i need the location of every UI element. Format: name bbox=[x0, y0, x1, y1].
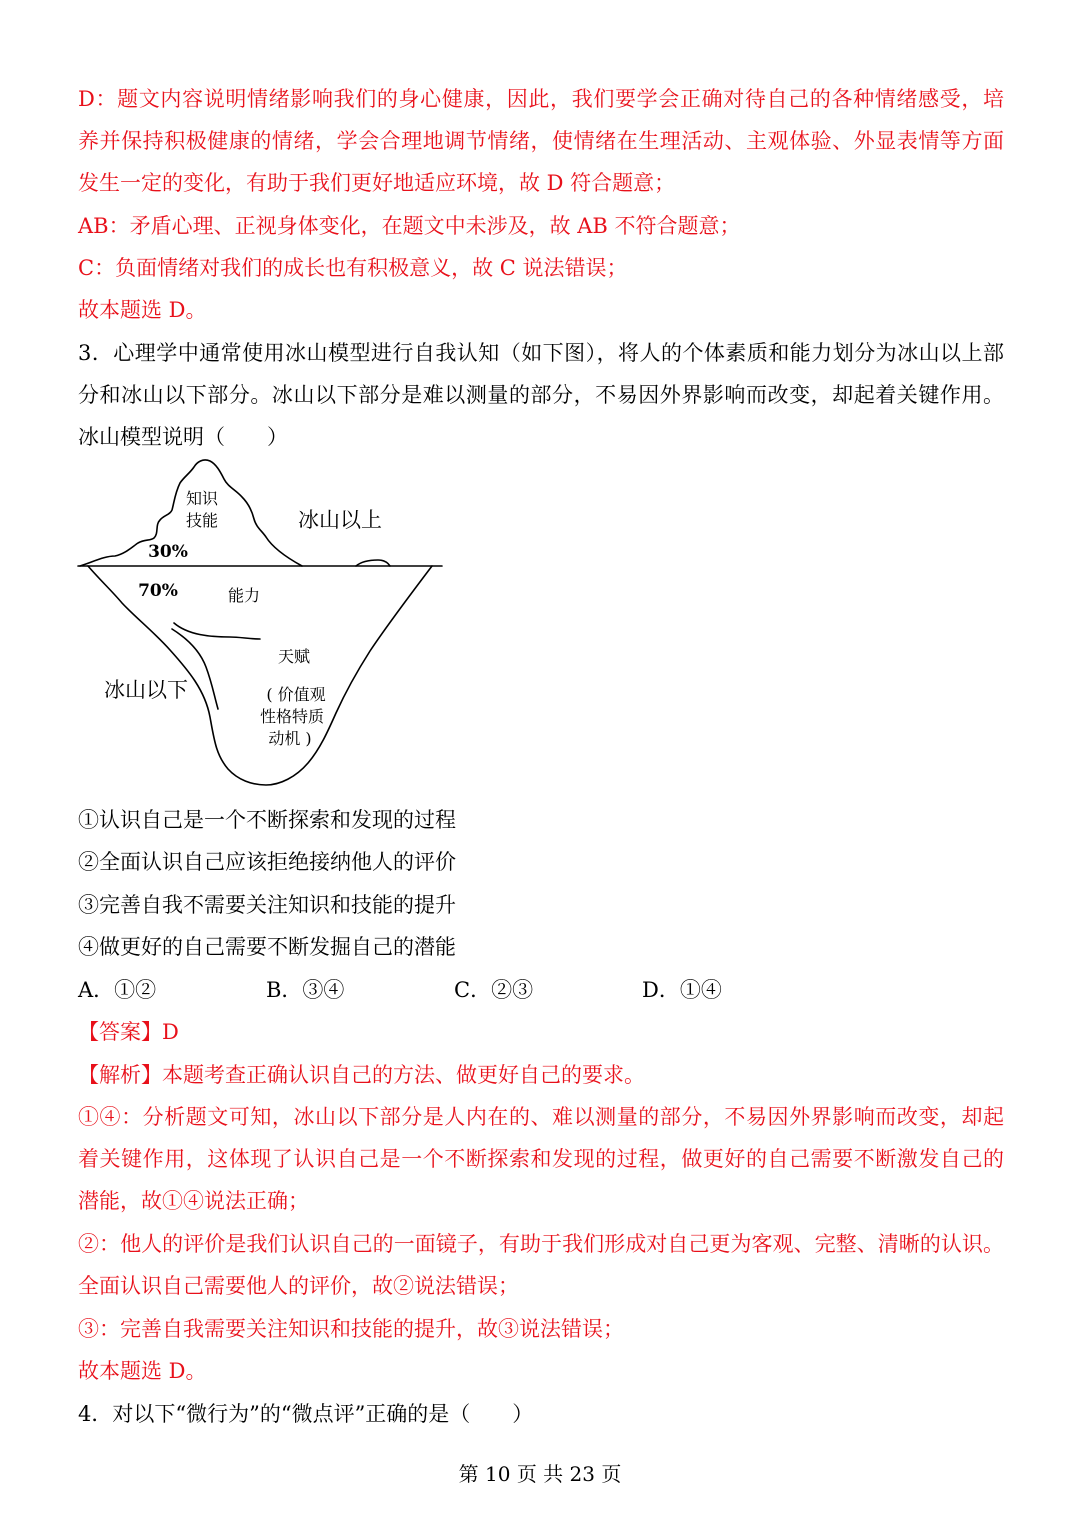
analysis-q2-d-line2: 养并保持积极健康的情绪，学会合理地调节情绪，使情绪在生理活动、主观体验、外显表情等方面 bbox=[78, 129, 1004, 153]
ice-floe bbox=[356, 560, 390, 566]
q3-analysis-2-line2: 全面认识自己需要他人的评价，故②说法错误； bbox=[78, 1274, 519, 1298]
analysis-q2-c: C：负面情绪对我们的成长也有积极意义，故 C 说法错误； bbox=[78, 256, 628, 280]
fig-above-label: 冰山以上 bbox=[298, 508, 382, 532]
iceberg-figure bbox=[70, 455, 450, 800]
q3-conclusion: 故本题选 D。 bbox=[78, 1359, 207, 1383]
q3-statement-3: ③完善自我不需要关注知识和技能的提升 bbox=[78, 893, 456, 917]
q3-stem-line3: 冰山模型说明（ ） bbox=[78, 425, 288, 449]
q3-statement-4: ④做更好的自己需要不断发掘自己的潜能 bbox=[78, 935, 456, 959]
q3-analysis-3: ③：完善自我需要关注知识和技能的提升，故③说法错误； bbox=[78, 1317, 624, 1341]
fig-above-percent: 30% bbox=[148, 542, 188, 562]
q3-option-a: A．①② bbox=[78, 978, 157, 1002]
q3-option-c: C．②③ bbox=[454, 978, 534, 1002]
q3-statement-1: ①认识自己是一个不断探索和发现的过程 bbox=[78, 808, 456, 832]
inner-line-upper bbox=[174, 623, 260, 639]
page-footer: 第 10 页 共 23 页 bbox=[458, 1462, 622, 1486]
q3-option-b: B．③④ bbox=[266, 978, 345, 1002]
fig-deep-line1: ( 价值观 bbox=[266, 685, 326, 704]
analysis-q2-d-line3: 发生一定的变化，有助于我们更好地适应环境，故 D 符合题意； bbox=[78, 171, 676, 195]
q4-stem: 4．对以下“微行为”的“微点评”正确的是（ ） bbox=[78, 1402, 534, 1426]
q3-answer: 【答案】D bbox=[78, 1020, 179, 1044]
fig-deep-line3: 动机 ) bbox=[268, 729, 312, 748]
q3-analysis-head: 【解析】本题考查正确认识自己的方法、做更好自己的要求。 bbox=[78, 1063, 645, 1087]
analysis-q2-d-line1: D：题文内容说明情绪影响我们的身心健康，因此，我们要学会正确对待自己的各种情绪感受，培 bbox=[78, 87, 1004, 111]
q3-analysis-2-line1: ②：他人的评价是我们认识自己的一面镜子，有助于我们形成对自己更为客观、完整、清晰的认识。 bbox=[78, 1232, 1004, 1256]
q3-analysis-14-line1: ①④：分析题文可知，冰山以下部分是人内在的、难以测量的部分，不易因外界影响而改变，却起 bbox=[78, 1105, 1004, 1129]
q3-stem-line2: 分和冰山以下部分。冰山以下部分是难以测量的部分，不易因外界影响而改变，却起着关键作用。 bbox=[78, 383, 1004, 407]
fig-tip-line1: 知识 bbox=[185, 489, 219, 508]
q3-analysis-14-line2: 着关键作用，这体现了认识自己是一个不断探索和发现的过程，做更好的自己需要不断激发自己的 bbox=[78, 1147, 1004, 1171]
fig-ability: 能力 bbox=[227, 586, 261, 605]
analysis-q2-ab: AB：矛盾心理、正视身体变化，在题文中未涉及，故 AB 不符合题意； bbox=[78, 214, 741, 238]
fig-below-percent: 70% bbox=[138, 581, 178, 601]
q3-statement-2: ②全面认识自己应该拒绝接纳他人的评价 bbox=[78, 850, 456, 874]
q3-option-d: D．①④ bbox=[642, 978, 722, 1002]
q3-analysis-14-line3: 潜能，故①④说法正确； bbox=[78, 1189, 309, 1213]
fig-tip-line2: 技能 bbox=[185, 511, 219, 530]
fig-below-label: 冰山以下 bbox=[104, 678, 188, 702]
q3-stem-line1: 3．心理学中通常使用冰山模型进行自我认知（如下图），将人的个体素质和能力划分为冰山以上部 bbox=[78, 341, 1004, 365]
fig-talent: 天赋 bbox=[277, 647, 311, 666]
analysis-q2-conclusion: 故本题选 D。 bbox=[78, 298, 207, 322]
fig-deep-line2: 性格特质 bbox=[259, 707, 325, 726]
